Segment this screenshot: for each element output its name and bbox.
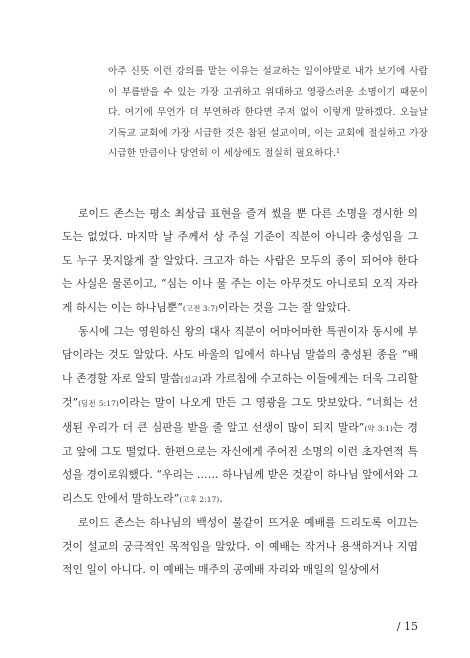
paragraph-2-mid2: 이라는 말이 나오게 만든 그 영광을 그도 맛보았다. “너희는 선생된 우리가 더 큰 심판을 받을 줄 알고 선생이 많이 되지 말라” (62, 396, 418, 434)
paragraph-2-text: 동시에 그는 영원하신 왕의 대사 직분이 어마어마한 특권이자 동시에 부담이라는 것도 알았다. 사도 바울의 입에서 하나님 말씀의 충성된 종을 “배나 존경할 자로 알되 말씀 (62, 325, 418, 385)
page-number: / 15 (396, 620, 418, 633)
footnote-mark: 1 (336, 148, 341, 156)
paragraph-1 (62, 202, 418, 320)
paragraph-3-text: 로이드 존스는 하나님의 백성이 불같이 뜨거운 예배를 드리도록 이끄는 것이 설교의 궁극적인 목적임을 알았다. 이 예배는 작거나 용색하거나 지엽적인 일이 아니다. 이 예배는 매주의 공예배 자리와 매일의 일상에서 (62, 516, 418, 577)
paragraph-2-mid3: 는 경고 앞에 그도 떨었다. 한편으로는 자신에게 주어진 소명의 이런 초자연적 특성을 경이로워했다. “우리는 …… 하나님께 받은 것같이 하나님 앞에서와 그리스도 안에서 말하노라” (62, 420, 418, 505)
body-text (62, 202, 418, 582)
paragraph-2-mid: 과 가르침에 수고하는 이들에게는 더욱 그리할 것” (62, 371, 418, 410)
paragraph-2-tail: . (219, 491, 223, 505)
paragraph-1-tail: 이라는 것을 그는 잘 알았다. (218, 300, 351, 314)
bracket-note: [설교] (180, 374, 202, 384)
block-quote-body: 아주 신뜻 이런 강의를 맡는 이유는 설교하는 일이야말로 내가 보기에 사람이 부름받을 수 있는 가장 고귀하고 위대하고 영광스러운 소명이기 때문이다. 여기에 무언가 더 부연하라 한다면 주저 없이 이렇게 말하겠다. 오늘날 기독교 교회에 가장 시급한 것은 참된 설교이며, 이는 교회에 절실하고 가장 시급한 만큼이나 당연히 이 세상에도 절실히 필요하다. (108, 66, 428, 160)
paragraph-3 (62, 511, 418, 581)
scripture-reference: (딤전 5:17) (78, 399, 119, 409)
paragraph-2 (62, 320, 418, 511)
scripture-reference: (고전 3:7) (182, 303, 219, 313)
block-quote (108, 62, 428, 165)
paragraph-1-text: 로이드 존스는 평소 최상급 표현을 즐겨 썼을 뿐 다른 소명을 경시한 의도는 없었다. 마지막 날 주께서 상 주실 기준이 직분이 아니라 충성임을 그도 누구 못지않게 잘 알았다. 크고자 하는 사람은 모두의 종이 되어야 한다는 사실은 물론이고, “심는 이나 물 주는 이는 아무것도 아니로되 오직 자라게 하시는 이는 하나님뿐” (62, 207, 418, 314)
scripture-reference: (고후 2:17) (179, 494, 220, 504)
scripture-reference: (약 3:1) (364, 423, 393, 433)
block-quote-text (108, 62, 428, 165)
